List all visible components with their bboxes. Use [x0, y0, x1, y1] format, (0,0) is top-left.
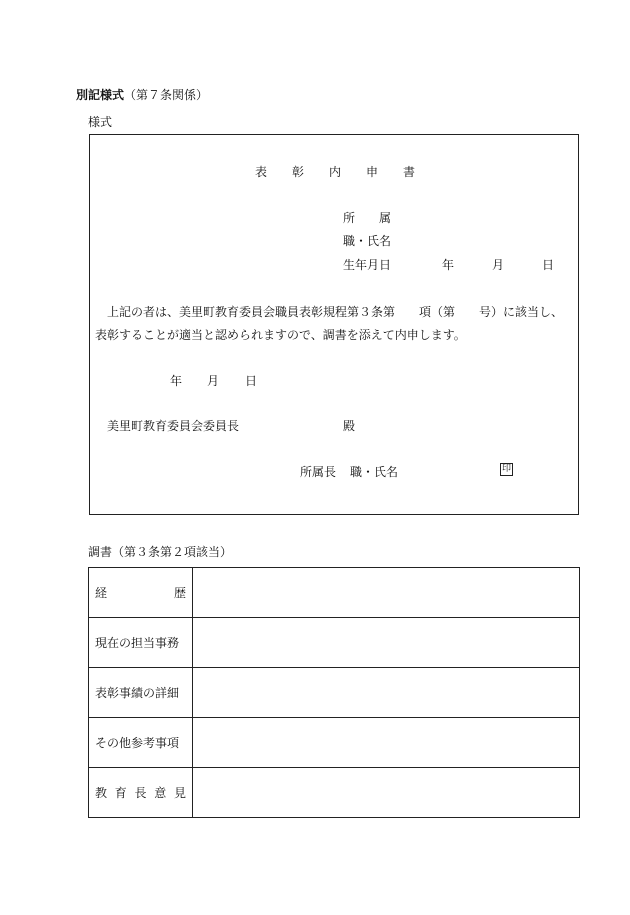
form-box [89, 134, 579, 515]
form-title-char: 彰 [292, 165, 305, 179]
form-title-char: 書 [403, 165, 416, 179]
table-row [89, 768, 580, 818]
dob-label: 生年月日 [343, 258, 392, 272]
form-title-char: 表 [255, 165, 268, 179]
body-line-1: 上記の者は、美里町教育委員会職員表彰規程第３条第 項（第 号）に該当し、 [107, 305, 564, 319]
row-label-superintendent-opinion [89, 768, 193, 818]
date-year: 年 [170, 374, 183, 388]
label-char: 歴 [173, 586, 186, 600]
report-heading: 調書（第３条第２項該当） [88, 545, 233, 559]
heading-title: 別記様式 [76, 88, 125, 102]
report-table [88, 567, 580, 818]
addressee: 美里町教育委員会委員長 [107, 419, 240, 433]
row-label-other-notes: その他参考事項 [89, 718, 193, 768]
table-row [89, 718, 580, 768]
affiliation-label: 所 属 [343, 211, 392, 225]
label-char: 長 [134, 786, 147, 800]
body-line-2: 表彰することが適当と認められますので、調書を添えて内申します。 [95, 328, 466, 342]
form-title-char: 内 [329, 165, 342, 179]
dob-month: 月 [492, 258, 505, 272]
row-value-current-duties[interactable] [193, 618, 580, 668]
seal-mark: 印 [501, 464, 511, 474]
row-value-other-notes[interactable] [193, 718, 580, 768]
post-name-label: 職・氏名 [343, 234, 392, 248]
row-value-career[interactable] [193, 568, 580, 618]
row-value-achievements[interactable] [193, 668, 580, 718]
date-month: 月 [207, 374, 220, 388]
row-value-superintendent-opinion[interactable] [193, 768, 580, 818]
date-day: 日 [245, 374, 258, 388]
row-label-career [89, 568, 193, 618]
label-char: 教 [95, 786, 108, 800]
label-char: 見 [173, 786, 186, 800]
form-title-char: 申 [366, 165, 379, 179]
row-label-current-duties: 現在の担当事務 [89, 618, 193, 668]
table-row [89, 568, 580, 618]
label-char: 意 [154, 786, 167, 800]
dob-year: 年 [442, 258, 455, 272]
heading-paren: （第７条関係） [124, 88, 209, 102]
dob-day: 日 [542, 258, 555, 272]
style-label: 様式 [88, 115, 113, 129]
head-post-name: 職・氏名 [350, 465, 399, 479]
honorific: 殿 [343, 419, 356, 433]
document-heading [76, 88, 208, 102]
table-row [89, 618, 580, 668]
head-label: 所属長 [300, 465, 337, 479]
label-char: 育 [114, 786, 127, 800]
row-label-achievements: 表彰事績の詳細 [89, 668, 193, 718]
form-title [255, 165, 415, 179]
label-char: 経 [95, 586, 108, 600]
table-row [89, 668, 580, 718]
